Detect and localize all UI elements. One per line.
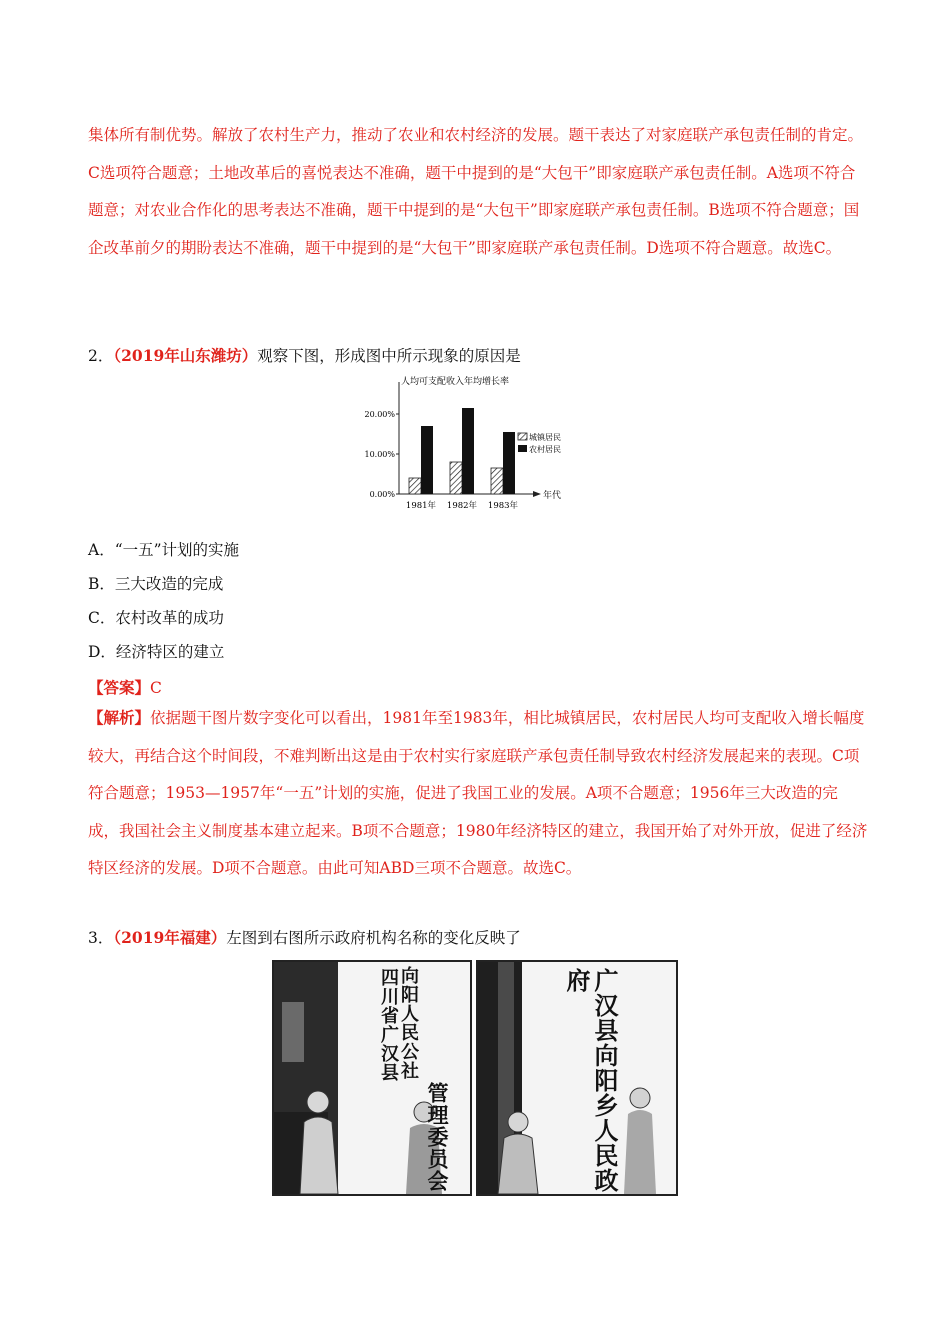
x-tick-label: 1981年 [405,501,437,511]
q3-number: 3． [88,929,114,947]
legend-swatch-rural [518,445,527,452]
income-growth-chart [355,372,595,520]
bar-rural-1 [421,426,433,494]
left-sign-line2: 向阳人民公社 [398,966,419,1080]
x-tick-label: 1982年 [446,501,478,511]
legend-label-urban: 城镇居民 [529,433,561,442]
y-tick-label: 10.00% [364,450,395,459]
q2-source: （2019年山东潍坊） [113,346,258,365]
q2-number: 2． [88,347,114,365]
q2-answer-label: 【答案】 [88,678,151,697]
bar-rural-3 [503,432,515,494]
left-sign-line1: 四川省广汉县 [378,968,399,1082]
legend-label-rural: 农村居民 [529,445,561,454]
q2-analysis-label: 【解析】 [88,708,151,727]
y-tick-label: 20.00% [364,410,395,419]
chart-title: 人均可支配收入年均增长率 [401,377,510,387]
bar-urban-3 [491,468,503,494]
q2-option-b: B．三大改造的完成 [88,575,224,593]
bar-rural-2 [462,408,474,494]
x-axis-arrow [533,491,541,497]
q3-source: （2019年福建） [113,928,227,947]
x-tick-label: 1983年 [487,501,519,511]
right-sign: 广汉县向阳乡人民政府 [562,968,619,1193]
right-photo [476,960,678,1196]
q2-stem [88,344,521,366]
q2-option-a: A．“一五”计划的实施 [88,541,240,559]
q2-answer-value: C [150,679,162,697]
legend-swatch-urban [518,433,527,440]
q1-analysis-continuation: 集体所有制优势。解放了农村生产力，推动了农业和农村经济的发展。题干表达了对家庭联产承包责任制的肯定。C选项符合题意；土地改革后的喜悦表达不准确，题干中提到的是“大包干”即家庭联产承包责任制。A选项不符合题意；对农业合作化的思考表达不准确，题干中提到的是“大包干”即家庭联产承包责任制。B选项不符合题意；国企改革前夕的期盼表达不准确，题干中提到的是“大包干”即家庭联产承包责任制。D选项不符合题意。故选C。 [88,126,864,257]
bar-urban-2 [450,462,462,494]
q2-stem-text: 观察下图，形成图中所示现象的原因是 [257,347,521,365]
q2-option-d: D．经济特区的建立 [88,643,225,661]
bar-urban-1 [409,478,421,494]
x-axis-label: 年代 [543,491,562,501]
q2-option-c: C．农村改革的成功 [88,609,224,627]
q2-analysis [88,699,868,888]
q3-stem-text: 左图到右图所示政府机构名称的变化反映了 [226,929,521,947]
q2-answer [88,676,162,698]
y-tick-label: 0.00% [369,490,395,499]
left-photo [272,960,472,1196]
left-sign-big: 管理委员会 [425,1082,450,1192]
q2-analysis-text: 依据题干图片数字变化可以看出，1981年至1983年，相比城镇居民，农村居民人均可支配收入增长幅度较大，再结合这个时间段，不难判断出这是由于农村实行家庭联产承包责任制导致农村经济发展起来的表现。C项符合题意；1953—1957年“一五”计划的实施，促进了我国工业的发展。A项不合题意；1956年三大改造的完成，我国社会主义制度基本建立起来。B项不合题意；1980年经济特区的建立，我国开始了对外开放，促进了经济特区经济的发展。D项不合题意。由此可知ABD三项不合题意。故选C。 [88,709,868,877]
q3-stem [88,926,521,948]
